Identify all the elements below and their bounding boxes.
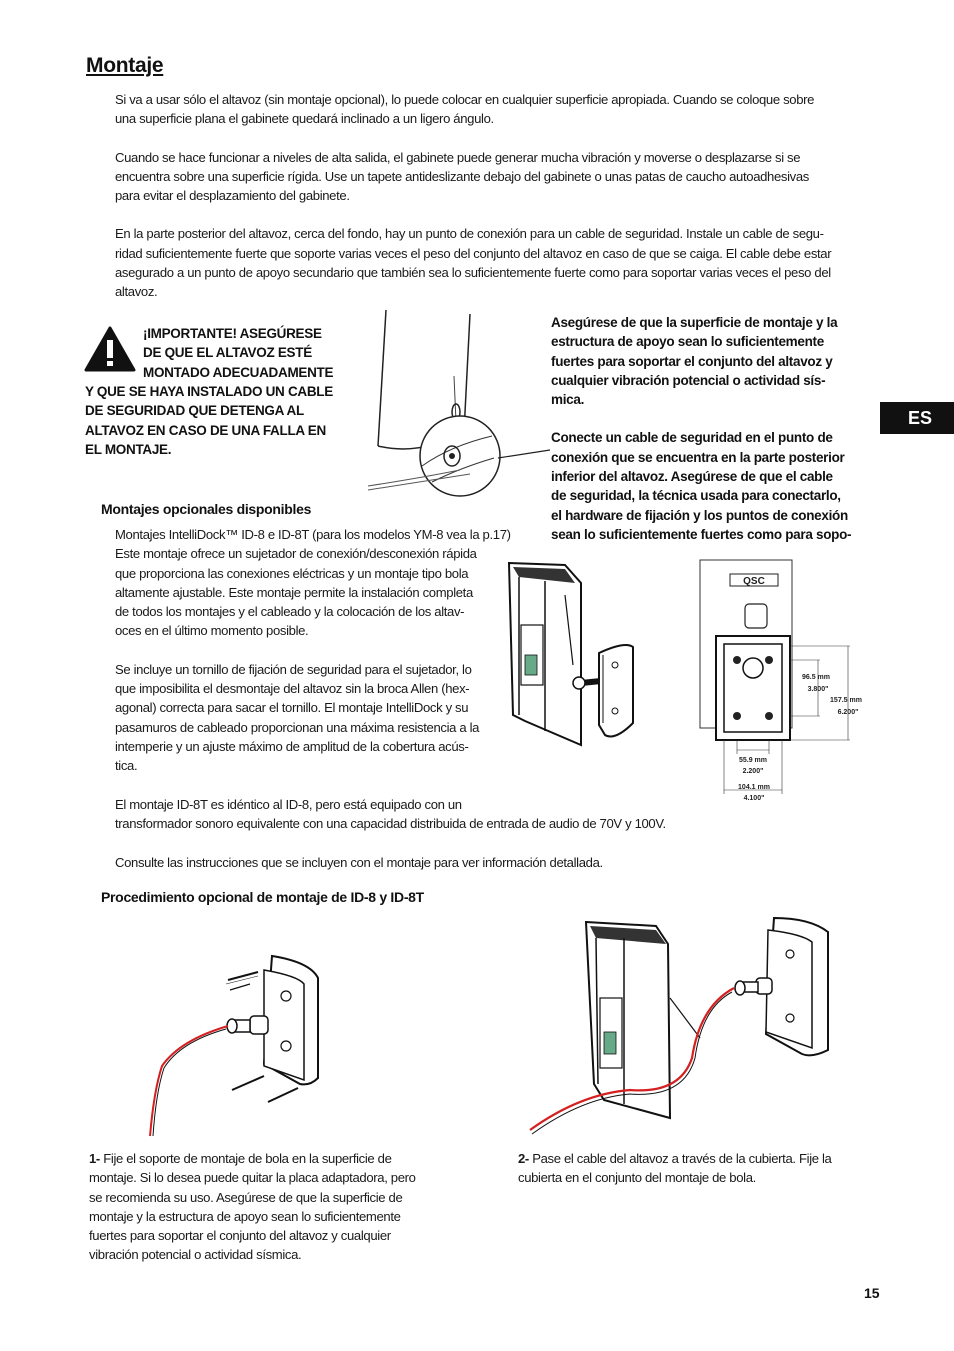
step2-line-1: Pase el cable del altavoz a través de la cubierta. Fije la — [528, 1151, 832, 1166]
note-line: conexión que se encuentra en la parte posterior — [551, 449, 845, 465]
note-line: fuertes para soportar el conjunto del altavoz y — [551, 353, 833, 369]
note-line: Conecte un cable de seguridad en el punto de — [551, 430, 833, 446]
text-line: altamente ajustable. Este montaje permite la instalación completa — [115, 584, 473, 600]
speaker-safety-point-illustration — [360, 306, 550, 498]
text-line: ridad suficientemente fuerte que soporte varias veces el peso del conjunto del altavoz en caso de que se caiga. El cable debe estar — [115, 245, 832, 261]
step1-number: 1- — [89, 1151, 100, 1166]
intro-text — [115, 90, 875, 302]
note-line: de seguridad, la técnica usada para conectarlo, — [551, 488, 841, 504]
step2-number: 2- — [518, 1151, 529, 1166]
text-line: montaje y la estructura de apoyo sean lo suficientemente — [89, 1208, 401, 1224]
mount-dimension-drawing — [700, 558, 870, 808]
brand-logo: QSC — [743, 576, 765, 587]
dim-55-in: 2.200" — [742, 768, 764, 775]
note-line: sean lo suficientemente fuertes como para sopo- — [551, 526, 852, 542]
page-title: Montaje — [86, 54, 164, 77]
text-line: que imposibilita el desmontaje del altavoz sin la broca Allen (hex- — [115, 681, 470, 697]
text-line: En la parte posterior del altavoz, cerca del fondo, hay un punto de conexión para un cable de seguridad. Instale un cable de segu- — [115, 226, 824, 242]
text-line: se recomienda su uso. Asegúrese de que la superficie de — [89, 1189, 403, 1205]
page-number: 15 — [864, 1285, 880, 1301]
text-line: pasamuros de cableado proporcionan una máxima resistencia a la — [115, 719, 480, 735]
text-line: encuentra sobre una superficie rígida. Use un tapete antideslizante debajo del gabinete o unas patas de caucho autoadhesivas — [115, 168, 810, 184]
dim-96-in: 3.800" — [807, 686, 829, 693]
text-line: fuertes para soportar el conjunto del altavoz y cualquier — [89, 1228, 391, 1244]
step2-cable-routing-illustration — [520, 908, 840, 1148]
warning-line: DE QUE EL ALTAVOZ ESTÉ — [143, 345, 312, 361]
note-line: inferior del altavoz. Asegúrese de que el cable — [551, 469, 833, 485]
text-line: de todos los montajes y el cableado y la colocación de los altav- — [115, 604, 465, 620]
text-line: Montajes IntelliDock™ ID-8 e ID-8T (para los modelos YM-8 vea la p.17) — [115, 527, 511, 542]
speaker-on-mount-illustration — [505, 555, 655, 755]
dim-157-in: 6.200" — [837, 709, 859, 716]
dim-55-mm: 55.9 mm — [738, 757, 768, 764]
step2-text — [518, 1149, 878, 1188]
text-line: Este montaje ofrece un sujetador de conexión/desconexión rápida — [115, 546, 477, 562]
text-line: que proporciona las conexiones eléctricas y un montaje tipo bola — [115, 565, 469, 581]
text-line: una superficie plana el gabinete quedará inclinado a un ligero ángulo. — [115, 111, 494, 127]
warning-text-top — [143, 324, 333, 382]
text-line: cubierta en el conjunto del montaje de bola. — [518, 1170, 756, 1186]
note-line: Asegúrese de que la superficie de montaje y la — [551, 315, 838, 330]
procedure-heading: Procedimiento opcional de montaje de ID-8 y ID-8T — [101, 889, 424, 905]
text-line: para evitar el desplazamiento del gabinete. — [115, 188, 350, 204]
text-line: Se incluye un tornillo de fijación de seguridad para el sujetador, lo — [115, 661, 472, 677]
warning-line: MONTADO ADECUADAMENTE — [143, 364, 334, 380]
text-line: oces en el último momento posible. — [115, 623, 309, 639]
warning-line: ALTAVOZ EN CASO DE UNA FALLA EN — [85, 422, 326, 438]
text-line — [89, 1149, 449, 1168]
language-tab: ES — [880, 402, 954, 434]
step1-ball-mount-illustration — [140, 950, 340, 1140]
dim-104-mm: 104.1 mm — [738, 784, 770, 791]
warning-line: EL MONTAJE. — [85, 441, 172, 457]
text-line: altavoz. — [115, 284, 158, 300]
note-line: el hardware de fijación y los puntos de conexión — [551, 507, 848, 523]
warning-line: ¡IMPORTANTE! ASEGÚRESE — [143, 326, 322, 341]
dim-104-in: 4.100" — [743, 795, 765, 802]
text-line: intemperie y un ajuste máximo de amplitud de la cobertura acús- — [115, 738, 469, 754]
safety-notes — [551, 313, 871, 544]
text-line: Si va a usar sólo el altavoz (sin montaje opcional), lo puede colocar en cualquier superficie apropiada. Cuando se coloque sobre — [115, 92, 815, 107]
note-line: estructura de apoyo sean lo suficientemente — [551, 334, 824, 350]
text-line — [518, 1149, 878, 1168]
text-line: Cuando se hace funcionar a niveles de alta salida, el gabinete puede generar mucha vibración y moverse o desplazarse si se — [115, 149, 801, 165]
step1-line-1: Fije el soporte de montaje de bola en la superficie de — [99, 1151, 392, 1166]
warning-text-bottom — [85, 382, 333, 459]
warning-line: DE SEGURIDAD QUE DETENGA AL — [85, 403, 304, 419]
text-line: agonal) correcta para sacar el tornillo. El montaje IntelliDock y su — [115, 700, 469, 716]
text-line: asegurado a un punto de apoyo secundario que también sea lo suficientemente fuerte como para soportar varias veces el peso del — [115, 265, 831, 281]
optional-mounts-heading: Montajes opcionales disponibles — [101, 501, 312, 517]
step1-text — [89, 1149, 449, 1265]
text-line: vibración potencial o actividad sísmica. — [89, 1247, 302, 1263]
text-line: transformador sonoro equivalente con una capacidad distribuida de entrada de audio de 70V y 100V. — [115, 816, 666, 832]
optional-mounts-text — [115, 525, 535, 776]
text-line: Consulte las instrucciones que se incluyen con el montaje para ver información detallada. — [115, 854, 603, 870]
dim-96-mm: 96.5 mm — [801, 674, 831, 681]
text-line: montaje. Si lo desea puede quitar la placa adaptadora, pero — [89, 1170, 416, 1186]
dim-157-mm: 157.5 mm — [830, 697, 862, 704]
text-line: tica. — [115, 758, 138, 774]
text-line: El montaje ID-8T es idéntico al ID-8, pero está equipado con un — [115, 797, 462, 812]
warning-triangle-icon — [84, 326, 136, 372]
warning-line: Y QUE SE HAYA INSTALADO UN CABLE — [85, 384, 333, 399]
note-line: cualquier vibración potencial o actividad sís- — [551, 372, 826, 388]
note-line: mica. — [551, 392, 585, 408]
